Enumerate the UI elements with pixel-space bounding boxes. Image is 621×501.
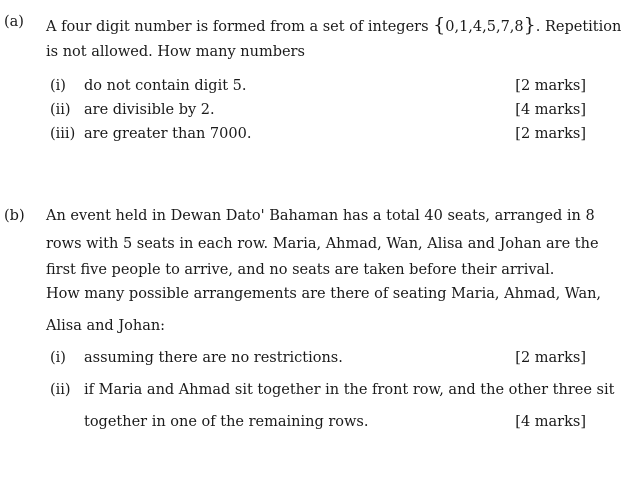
part-a-line-1-prefix: A four digit number is formed from a set of integers xyxy=(46,19,429,35)
digit-set: 0,1,4,5,7,8 xyxy=(445,19,524,35)
part-b-line-1: An event held in Dewan Dato' Bahaman has a total 40 seats, arranged in 8 xyxy=(46,208,595,224)
part-a-item-ii-text: are divisible by 2. xyxy=(84,102,215,118)
part-a-line-1 xyxy=(46,14,621,36)
part-a-line-2: is not allowed. How many numbers xyxy=(46,44,305,60)
part-b-item-ii-number: (ii) xyxy=(50,382,71,398)
part-a-item-iii-text: are greater than 7000. xyxy=(84,126,252,142)
part-b-item-ii-marks: [4 marks] xyxy=(515,414,586,430)
part-b-item-i-marks: [2 marks] xyxy=(515,350,586,366)
part-a-line-1-suffix: . Repetition xyxy=(535,19,621,35)
part-b-item-i-number: (i) xyxy=(50,350,66,366)
part-b-item-ii-text-continued: together in one of the remaining rows. xyxy=(84,414,369,430)
part-a-item-i-marks: [2 marks] xyxy=(515,78,586,94)
part-a-item-iii-marks: [2 marks] xyxy=(515,126,586,142)
set-close-brace: } xyxy=(523,14,536,36)
part-b-line-4: How many possible arrangements are there of seating Maria, Ahmad, Wan, xyxy=(46,286,602,302)
part-a-item-iii-number: (iii) xyxy=(50,126,76,142)
part-a-item-i-text: do not contain digit 5. xyxy=(84,78,247,94)
part-b-line-5: Alisa and Johan: xyxy=(46,318,166,334)
part-b-line-2: rows with 5 seats in each row. Maria, Ahmad, Wan, Alisa and Johan are the xyxy=(46,236,599,252)
part-b-line-3: first five people to arrive, and no seats are taken before their arrival. xyxy=(46,262,555,278)
part-a-item-ii-number: (ii) xyxy=(50,102,71,118)
set-open-brace: { xyxy=(433,14,446,36)
part-a-item-ii-marks: [4 marks] xyxy=(515,102,586,118)
part-a-label: (a) xyxy=(4,14,24,30)
part-a-item-i-number: (i) xyxy=(50,78,66,94)
part-b-item-ii-text: if Maria and Ahmad sit together in the front row, and the other three sit xyxy=(84,382,615,398)
part-b-item-i-text: assuming there are no restrictions. xyxy=(84,350,343,366)
part-b-label: (b) xyxy=(4,208,25,224)
